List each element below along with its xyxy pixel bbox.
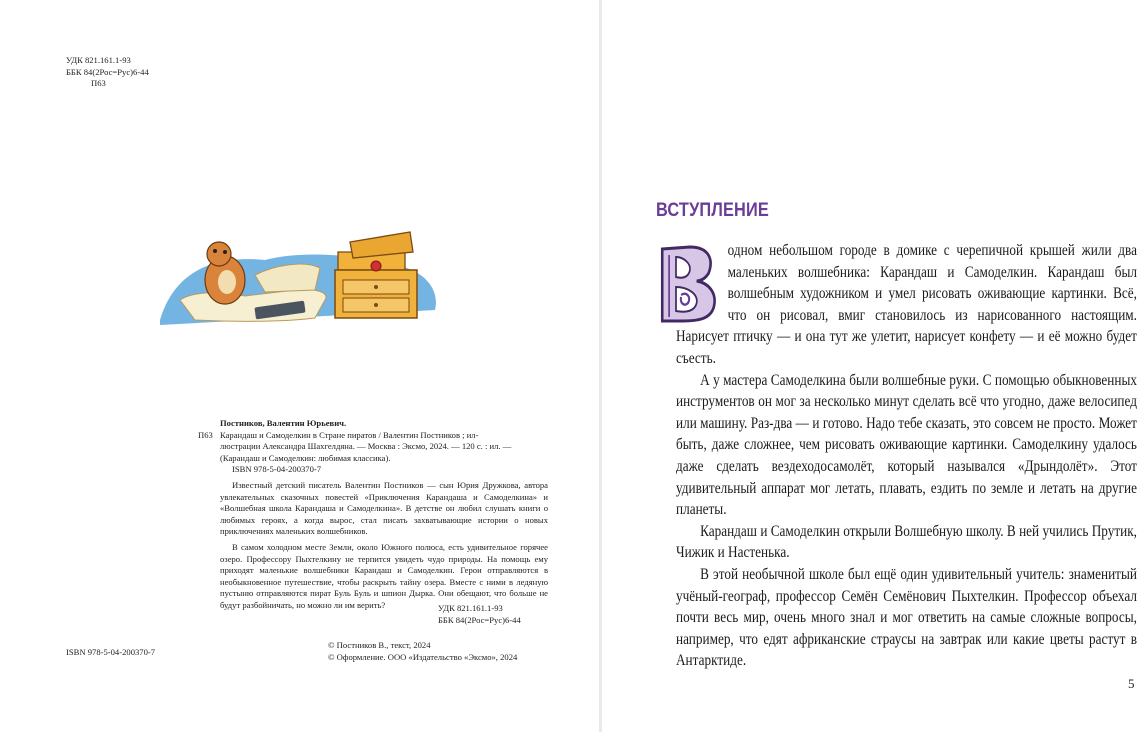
biblio-annotation-2: В самом холодном месте Земли, около Южного полюса, есть удивительное горячее озеро. Профессору Пыхтелкину не терпится увидеть чудо природы. На помощь ему приходят маленькие волшебники Карандаш и Самоделкин. Герои отправляются в необыкновенное путешествие, чтобы раскрыть тайну озера. Вместе с ними в ледяную пустыню отправляются пират Буль Буль и шпион Дырка. Они обещают, что больше не будут разбойничать, но можно ли им верить?	[220, 541, 548, 610]
chapter-body	[676, 240, 1137, 672]
biblio-annotation-1: Известный детский писатель Валентин Постников — сын Юрия Дружкова, автора увлекательных сказочных повестей «Приключения Карандаша и Самоделкина» и «Волшебная школа Карандаша и Самоделкина». В детстве он любил слушать книги о любимых героях, а когда вырос, стал писать захватывающие истории о новых приключениях маленьких волшебников.	[220, 479, 548, 537]
isbn-footer: ISBN 978-5-04-200370-7	[66, 647, 156, 657]
right-page	[602, 0, 1148, 732]
page-number: 5	[1128, 676, 1135, 691]
biblio-classification	[438, 603, 521, 626]
biblio-bbk: ББК 84(2Рос=Рус)6-44	[438, 614, 521, 625]
biblio-author: Постников, Валентин Юрьевич.	[220, 418, 347, 428]
biblio-title-line-1: Карандаш и Самоделкин в Стране пиратов / Валентин Постников ; ил-	[220, 429, 479, 440]
biblio-title-line-3: (Карандаш и Самоделкин: любимая классика).	[220, 452, 391, 463]
udk-block	[66, 55, 149, 90]
chapter-title: ВСТУПЛЕНИЕ	[656, 200, 769, 221]
paragraph-1: одном небольшом городе в домике с черепичной крышей жили два маленьких волшебника: Карандаш и Самоделкин. Карандаш был волшебным художником и умел рисовать оживающие картинки. Всё, что он рисовал, вмиг становилось из нарисованного настоящим. Нарисует птичку — и она тут же улетит, нарисует конфету — и её можно будет съесть.	[676, 242, 1137, 367]
biblio-isbn: ISBN 978-5-04-200370-7	[232, 464, 322, 475]
author-code: П63	[91, 78, 106, 89]
copyright-design: © Оформление. ООО «Издательство «Эксмо», 2024	[328, 651, 518, 662]
bibliographic-record	[198, 418, 548, 625]
paragraph-4: В этой необычной школе был ещё один удивительный учитель: знаменитый учёный-географ, профессор Семён Семёнович Пыхтелкин. Профессор объехал почти весь мир, очень много знал и мог ответить на самые сложные вопросы, например, что едят африканские страусы на завтрак или какие цветы растут в Антарктиде.	[676, 565, 1137, 670]
biblio-title-row	[198, 430, 548, 442]
paragraph-3: Карандаш и Самоделкин открыли Волшебную школу. В ней учились Прутик, Чижик и Настенька.	[676, 522, 1137, 562]
drop-cap-graphic	[657, 243, 719, 323]
copyright-block	[328, 640, 517, 663]
biblio-udk: УДК 821.161.1-93	[438, 603, 503, 613]
biblio-title-line-2: люстрации Александра Шахгелдяна. — Москва : Эксмо, 2024. — 120 с. : ил. —	[220, 441, 512, 452]
paragraph-2: А у мастера Самоделкина были волшебные руки. С помощью обыкновенных инструментов он мог за несколько минут сделать всё что угодно, даже велосипед или машину. Раз-два — и готово. Надо тебе сказать, это совсем не просто. Может быть, даже сложнее, чем рисовать оживающие картинки. Самоделкину удалось даже сделать вездеходосамолёт, который назывался «Дрындолёт». Этот удивительный аппарат мог летать, плавать, ездить по земле и летать на другие планеты.	[676, 371, 1137, 519]
ornamental-drop-cap	[657, 243, 719, 323]
copyright-text: © Постников В., текст, 2024	[328, 640, 431, 650]
udk-line: УДК 821.161.1-93	[66, 55, 131, 65]
biblio-code: П63	[198, 429, 213, 440]
hamster-with-treasure-chest-illustration	[155, 230, 445, 335]
bbk-line: ББК 84(2Рос=Рус)6-44	[66, 66, 149, 77]
